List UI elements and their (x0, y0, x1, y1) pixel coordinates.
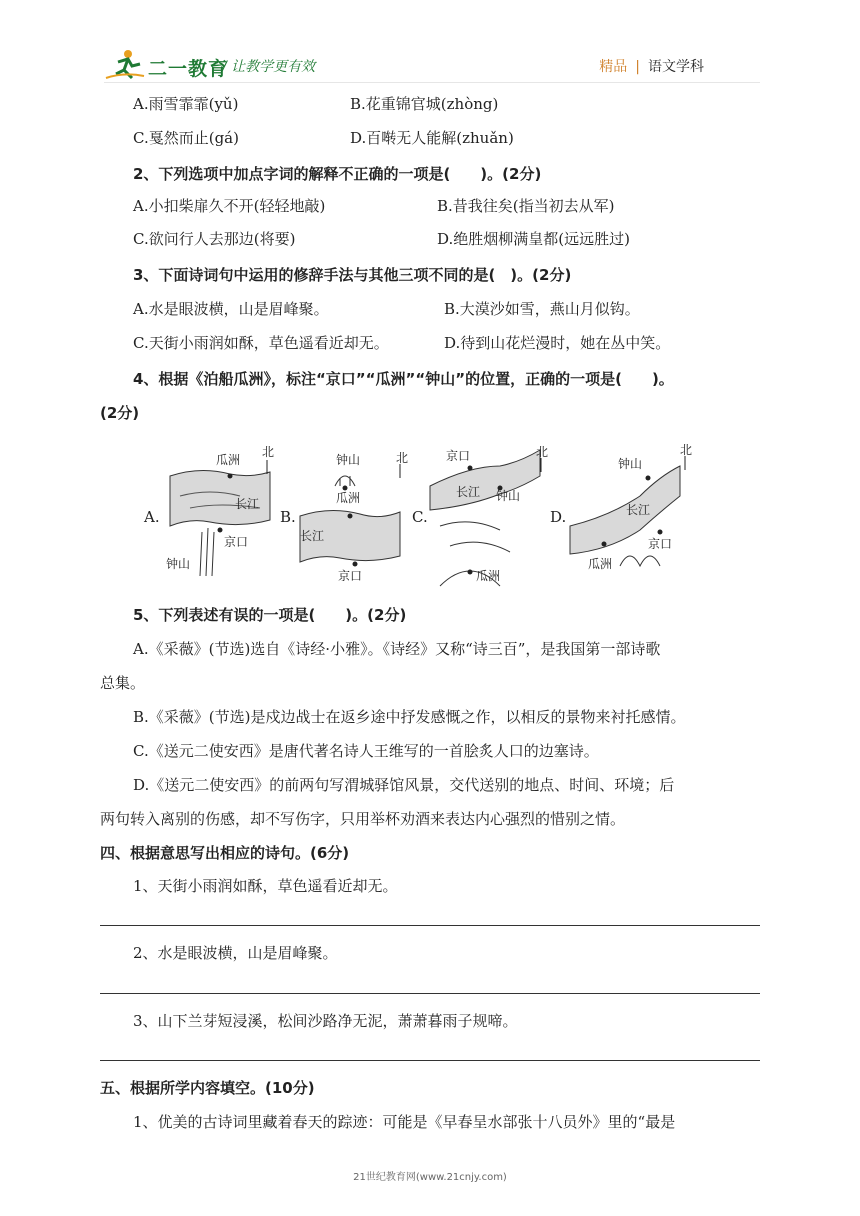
map-d-zhongshan: 钟山 (618, 457, 643, 471)
map-a-guazhou-dot (228, 474, 233, 479)
header-divider-line (104, 82, 760, 83)
map-b-jingkou: 京口 (338, 569, 363, 583)
q5-option-d-line2: 两句转入离别的伤感，却不写伤字，只用举杯劝酒来表达内心强烈的惜别之情。 (100, 810, 626, 828)
map-b-jingkou-dot (353, 562, 358, 567)
map-b-guazhou-dot (348, 514, 353, 519)
map-b-guazhou: 瓜洲 (336, 491, 361, 505)
section4-title: 四、根据意思写出相应的诗句。(6分) (100, 844, 350, 862)
map-b-zhongshan-dot (343, 486, 348, 491)
map-c-label: C. (412, 508, 428, 526)
q1-option-a (133, 94, 238, 114)
q5-option-a-line2: 总集。 (100, 674, 146, 692)
map-b-label: B. (280, 508, 296, 526)
map-a-changjiang: 长江 (235, 497, 260, 511)
map-c (412, 445, 548, 586)
header-divider: | (635, 59, 640, 75)
q5-option-c: C.《送元二使安西》是唐代著名诗人王维写的一首脍炙人口的边塞诗。 (133, 742, 599, 760)
map-d-north: 北 (680, 443, 693, 457)
q1-option-d: D.百啭无人能解(zhuǎn) (350, 129, 514, 147)
answer-line-1[interactable] (100, 925, 760, 926)
q2-option-a: A.小扣柴扉久不开(轻轻地敲) (133, 197, 326, 215)
map-a (143, 445, 274, 576)
q3-option-d: D.待到山花烂漫时，她在丛中笑。 (444, 334, 671, 352)
map-d-jingkou-dot (658, 530, 663, 535)
map-b-zhongshan: 钟山 (336, 453, 361, 467)
map-c-changjiang: 长江 (456, 485, 481, 499)
section4-item-2: 2、水是眼波横，山是眉峰聚。 (133, 944, 338, 962)
map-a-north: 北 (262, 445, 275, 459)
subject-tag: 语文学科 (648, 59, 704, 75)
section5-title: 五、根据所学内容填空。(10分) (100, 1079, 315, 1097)
map-c-north: 北 (536, 445, 549, 459)
map-a-jingkou: 京口 (224, 535, 249, 549)
q2-option-d: D.绝胜烟柳满皇都(远远胜过) (437, 230, 630, 248)
section4-item-1: 1、天街小雨润如酥，草色遥看近却无。 (133, 877, 398, 895)
map-c-jingkou-dot (468, 466, 473, 471)
quality-tag: 精品 (599, 59, 628, 75)
q4-score: (2分) (100, 404, 140, 422)
q2-option-c: C.欲问行人去那边(将要) (133, 230, 296, 248)
map-a-zhongshan: 钟山 (166, 557, 191, 571)
map-d-jingkou: 京口 (648, 537, 673, 551)
answer-line-3[interactable] (100, 1060, 760, 1061)
map-a-label: A. (144, 508, 160, 526)
q5-stem: 5、下列表述有误的一项是( )。(2分) (133, 606, 407, 624)
map-d-changjiang: 长江 (626, 503, 651, 517)
q4-maps (140, 436, 700, 592)
footer-source: 21世纪教育网(www.21cnjy.com) (353, 1172, 507, 1183)
map-d-label: D. (550, 508, 567, 526)
q3-option-b: B.大漠沙如雪，燕山月似钩。 (444, 300, 640, 318)
q1-option-b: B.花重锦官城(zhòng) (350, 95, 499, 113)
answer-line-2[interactable] (100, 993, 760, 994)
map-a-guazhou: 瓜洲 (216, 453, 241, 467)
q5-option-d-line1: D.《送元二使安西》的前两句写渭城驿馆风景，交代送别的地点、时间、环境；后 (133, 776, 675, 794)
q1-option-c: C.戛然而止(gá) (133, 129, 239, 147)
header-right (599, 56, 704, 76)
section5-item-1: 1、优美的古诗词里藏着春天的踪迹：可能是《早春呈水部张十八员外》里的“最是 (133, 1113, 676, 1131)
map-d (550, 443, 692, 571)
q3-stem: 3、下面诗词句中运用的修辞手法与其他三项不同的是( )。(2分) (133, 266, 572, 284)
section4-item-3: 3、山下兰芽短浸溪，松间沙路净无泥，萧萧暮雨子规啼。 (133, 1012, 518, 1030)
map-c-jingkou: 京口 (446, 449, 471, 463)
q3-option-c: C.天街小雨润如酥，草色遥看近却无。 (133, 334, 389, 352)
q2-stem: 2、下列选项中加点字词的解释不正确的一项是( )。(2分) (133, 165, 542, 183)
q5-option-a-line1: A.《采薇》(节选)选自《诗经·小雅》。《诗经》又称“诗三百”，是我国第一部诗歌 (133, 640, 661, 658)
q2-option-b: B.昔我往矣(指当初去从军) (437, 197, 615, 215)
brand-name: 二一教育 (148, 58, 229, 80)
map-c-zhongshan: 钟山 (496, 489, 521, 503)
map-b-changjiang: 长江 (300, 529, 325, 543)
q5-option-b: B.《采薇》(节选)是戍边战士在返乡途中抒发感慨之作，以相反的景物来衬托感情。 (133, 708, 686, 726)
q4-stem: 4、根据《泊船瓜洲》，标注“京口”“瓜洲”“钟山”的位置，正确的一项是( )。 (133, 370, 674, 388)
q1-option-a-text: A.雨雪霏霏(yǔ) (133, 95, 239, 113)
map-b-north: 北 (396, 451, 409, 465)
slogan: / 让教学更有效 (222, 59, 316, 75)
map-c-guazhou-dot (468, 570, 473, 575)
map-a-jingkou-dot (218, 528, 223, 533)
map-d-zhongshan-dot (646, 476, 651, 481)
q3-option-a: A.水是眼波横，山是眉峰聚。 (133, 300, 329, 318)
map-d-guazhou-dot (602, 542, 607, 547)
map-b (280, 451, 408, 583)
map-c-guazhou: 瓜洲 (476, 569, 501, 583)
map-d-guazhou: 瓜洲 (588, 557, 613, 571)
